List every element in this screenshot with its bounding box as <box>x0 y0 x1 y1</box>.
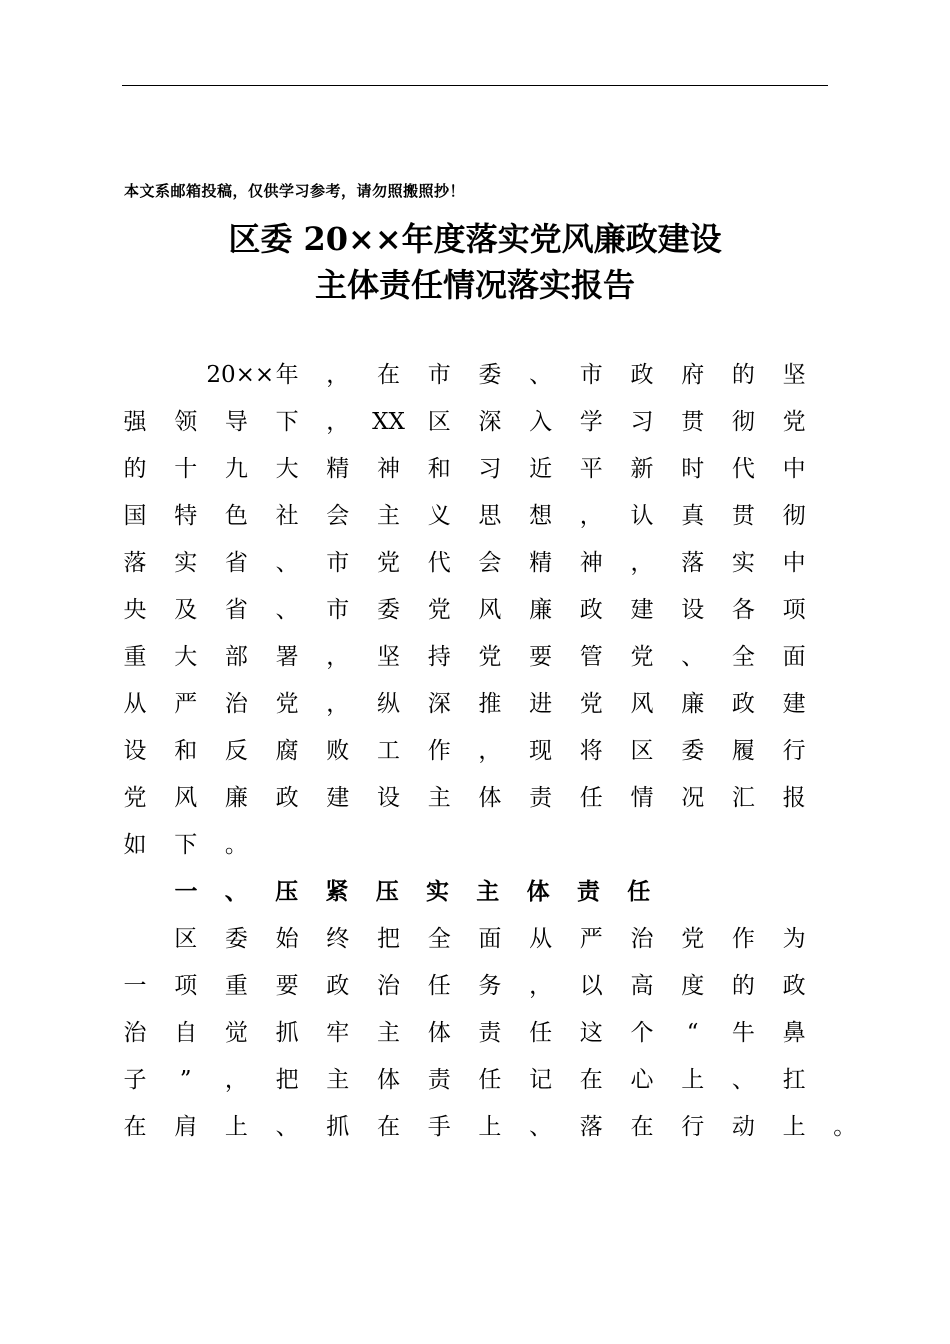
text-char: 主 <box>326 1067 350 1093</box>
text-char: 风 <box>630 691 654 717</box>
text-char: 、 <box>529 1114 553 1140</box>
text-char: 政 <box>630 362 654 388</box>
text-char: ， <box>326 644 350 670</box>
paragraph-1-line <box>0 736 950 776</box>
text-char: 治 <box>630 926 654 952</box>
text-char: 主 <box>427 785 451 811</box>
text-char: 手 <box>427 1114 451 1140</box>
text-char: ， <box>224 1067 248 1093</box>
text-char: 工 <box>377 738 400 764</box>
text-char: 进 <box>529 691 553 717</box>
text-char: 实 <box>174 550 198 576</box>
text-char: 设 <box>123 738 147 764</box>
text-char: 政 <box>731 691 755 717</box>
text-char: 精 <box>529 550 553 576</box>
text-char: 要 <box>275 973 299 999</box>
paragraph-1-line <box>0 783 950 823</box>
text-char: 责 <box>529 785 553 811</box>
text-char: 况 <box>681 785 705 811</box>
text-char: 务 <box>478 973 502 999</box>
text-char: 、 <box>731 1067 755 1093</box>
text-char: 上 <box>224 1114 248 1140</box>
text-char: 个 <box>630 1020 654 1046</box>
text-char: 会 <box>326 503 350 529</box>
text-char: 九 <box>224 456 248 482</box>
heading-char: 一 <box>174 879 198 905</box>
text-char: 时 <box>681 456 705 482</box>
section-1-heading <box>0 877 950 917</box>
text-char: 中 <box>782 550 806 576</box>
text-char: 持 <box>427 644 451 670</box>
heading-char: 紧 <box>325 879 349 905</box>
text-char: 任 <box>579 785 603 811</box>
text-char: 履 <box>731 738 755 764</box>
text-char: 抓 <box>275 1020 299 1046</box>
text-char: 面 <box>478 926 502 952</box>
text-char: 从 <box>529 926 553 952</box>
page-title-line-1: 区委 20××年度落实党风廉政建设 <box>228 220 722 258</box>
text-char: 以 <box>579 973 603 999</box>
text-char: 真 <box>681 503 705 529</box>
paragraph-2-line <box>0 1112 950 1152</box>
heading-char: 压 <box>375 879 399 905</box>
text-char: 党 <box>377 550 400 576</box>
heading-char: 任 <box>627 879 651 905</box>
text-char: 社 <box>275 503 299 529</box>
text-char: 任 <box>529 1020 553 1046</box>
paragraph-2-line <box>0 1018 950 1058</box>
text-char: XX <box>372 409 405 435</box>
text-char: 要 <box>529 644 553 670</box>
text-char: ， <box>326 409 350 435</box>
heading-char: 、 <box>224 879 248 905</box>
page-title-line-2: 主体责任情况落实报告 <box>314 266 635 304</box>
heading-char: 压 <box>275 879 299 905</box>
text-char: 在 <box>377 1114 400 1140</box>
paragraph-1-line <box>0 642 950 682</box>
text-char: 入 <box>529 409 553 435</box>
text-char: 败 <box>326 738 350 764</box>
text-char: 重 <box>224 973 248 999</box>
text-char: 一 <box>123 973 147 999</box>
text-char: 市 <box>326 597 350 623</box>
text-char: 体 <box>377 1067 400 1093</box>
text-char: 全 <box>731 644 755 670</box>
text-char: 任 <box>478 1067 502 1093</box>
text-char: 设 <box>681 597 705 623</box>
text-char: 的 <box>731 362 755 388</box>
text-char: 坚 <box>782 362 806 388</box>
text-char: 落 <box>681 550 705 576</box>
text-char: 动 <box>731 1114 755 1140</box>
text-char: 项 <box>782 597 806 623</box>
text-char: 及 <box>174 597 198 623</box>
text-char: 上 <box>782 1114 806 1140</box>
text-char: 、 <box>275 1114 299 1140</box>
text-char: 肩 <box>174 1114 198 1140</box>
text-char: 委 <box>478 362 502 388</box>
text-char: 央 <box>123 597 147 623</box>
heading-char: 实 <box>426 879 449 905</box>
text-char: 大 <box>174 644 198 670</box>
text-char: 行 <box>782 738 806 764</box>
text-char: 学 <box>579 409 603 435</box>
text-char: 牢 <box>326 1020 350 1046</box>
text-char: 党 <box>275 691 299 717</box>
text-char: 廉 <box>681 691 705 717</box>
text-char: 区 <box>630 738 654 764</box>
text-char: 党 <box>123 785 147 811</box>
text-char: ， <box>529 973 553 999</box>
text-char: 现 <box>529 738 553 764</box>
text-char: 落 <box>579 1114 603 1140</box>
text-char: 大 <box>275 456 299 482</box>
paragraph-1-line <box>0 501 950 541</box>
text-char: 推 <box>478 691 502 717</box>
text-char: 色 <box>224 503 248 529</box>
text-char: 把 <box>275 1067 299 1093</box>
text-char: 贯 <box>681 409 705 435</box>
text-char: 度 <box>681 973 705 999</box>
heading-char: 体 <box>526 879 550 905</box>
text-char: 体 <box>427 1020 451 1046</box>
text-char: 区 <box>427 409 451 435</box>
text-char: 党 <box>630 644 654 670</box>
text-char: 国 <box>123 503 147 529</box>
text-char: 深 <box>478 409 502 435</box>
heading-char: 主 <box>476 879 500 905</box>
text-char: 习 <box>630 409 654 435</box>
text-char: 市 <box>579 362 603 388</box>
heading-char: 责 <box>576 879 600 905</box>
text-char: 导 <box>224 409 248 435</box>
text-char: 牛 <box>731 1020 755 1046</box>
text-char: 管 <box>579 644 603 670</box>
paragraph-1-line <box>0 548 950 588</box>
text-char: ， <box>326 691 350 717</box>
text-char: 作 <box>731 926 755 952</box>
text-char: 彻 <box>782 503 806 529</box>
text-char: ， <box>478 738 502 764</box>
text-char: 政 <box>579 597 603 623</box>
text-char: 把 <box>377 926 400 952</box>
text-char: 政 <box>782 973 806 999</box>
text-char: 在 <box>123 1114 147 1140</box>
text-char: 治 <box>224 691 248 717</box>
text-char: 习 <box>478 456 502 482</box>
text-char: 廉 <box>529 597 553 623</box>
text-char: 义 <box>427 503 451 529</box>
text-char: 。 <box>833 1114 857 1140</box>
text-char: 党 <box>478 644 502 670</box>
text-char: 政 <box>326 973 350 999</box>
text-char: 体 <box>478 785 502 811</box>
text-char: 子 <box>123 1067 147 1093</box>
text-char: 风 <box>478 597 502 623</box>
text-char: 重 <box>123 644 147 670</box>
paragraph-1-line <box>0 595 950 635</box>
header-rule <box>122 85 828 86</box>
text-char: ， <box>326 362 350 388</box>
text-char: 各 <box>731 597 755 623</box>
text-char: 政 <box>275 785 299 811</box>
text-char: 抓 <box>326 1114 350 1140</box>
text-char: 治 <box>123 1020 147 1046</box>
text-char: 建 <box>630 597 654 623</box>
text-char: ， <box>579 503 603 529</box>
text-char: 反 <box>224 738 248 764</box>
text-char: 署 <box>275 644 299 670</box>
text-char: 责 <box>427 1067 451 1093</box>
text-char: 市 <box>326 550 350 576</box>
text-char: 会 <box>478 550 502 576</box>
text-char: 代 <box>731 456 755 482</box>
text-char: 作 <box>427 738 451 764</box>
text-char: 从 <box>123 691 147 717</box>
text-char: 建 <box>782 691 806 717</box>
text-char: 报 <box>782 785 806 811</box>
text-char: 记 <box>529 1067 553 1093</box>
text-char: 情 <box>630 785 654 811</box>
paragraph-2-line <box>0 971 950 1011</box>
text-char: 严 <box>579 926 603 952</box>
text-char: 委 <box>681 738 705 764</box>
text-char: 和 <box>174 738 198 764</box>
submission-notice: 本文系邮箱投稿，仅供学习参考，请勿照搬照抄！ <box>124 182 466 200</box>
text-char: 强 <box>123 409 147 435</box>
paragraph-1-line <box>0 407 950 447</box>
text-char: 项 <box>174 973 198 999</box>
text-char: 想 <box>529 503 553 529</box>
text-char: 党 <box>681 926 705 952</box>
text-char: 的 <box>123 456 147 482</box>
text-char: 、 <box>275 597 299 623</box>
text-char: 严 <box>174 691 198 717</box>
text-char: 自 <box>174 1020 198 1046</box>
text-char: 近 <box>529 456 553 482</box>
text-char: 终 <box>326 926 350 952</box>
text-char: 党 <box>782 409 806 435</box>
text-char: 。 <box>224 832 248 858</box>
text-char: 新 <box>630 456 654 482</box>
paragraph-1-line <box>0 454 950 494</box>
text-char: 代 <box>427 550 451 576</box>
text-char: 20×× <box>206 362 275 388</box>
text-char: 坚 <box>377 644 400 670</box>
text-char: 在 <box>630 1114 654 1140</box>
text-char: 为 <box>782 926 806 952</box>
text-char: 在 <box>377 362 400 388</box>
text-char: ” <box>179 1067 192 1093</box>
text-char: 、 <box>529 362 553 388</box>
text-char: 彻 <box>731 409 755 435</box>
text-char: 认 <box>630 503 654 529</box>
text-char: 府 <box>681 362 705 388</box>
text-char: 下 <box>174 832 198 858</box>
text-char: 的 <box>731 973 755 999</box>
text-char: 行 <box>681 1114 705 1140</box>
text-char: 市 <box>427 362 451 388</box>
text-char: 神 <box>579 550 603 576</box>
text-char: 平 <box>579 456 603 482</box>
text-char: 党 <box>579 691 603 717</box>
text-char: 落 <box>123 550 147 576</box>
text-char: 鼻 <box>782 1020 806 1046</box>
paragraph-1-line <box>0 689 950 729</box>
text-char: 贯 <box>731 503 755 529</box>
text-char: 、 <box>681 644 705 670</box>
text-char: 领 <box>174 409 198 435</box>
text-char: 腐 <box>275 738 299 764</box>
text-char: 将 <box>579 738 603 764</box>
text-char: 中 <box>782 456 806 482</box>
text-char: 扛 <box>782 1067 806 1093</box>
text-char: 省 <box>224 597 248 623</box>
text-char: 部 <box>224 644 248 670</box>
text-char: 年 <box>275 362 299 388</box>
text-char: 十 <box>174 456 198 482</box>
text-char: 心 <box>630 1067 654 1093</box>
text-char: ， <box>630 550 654 576</box>
text-char: 思 <box>478 503 502 529</box>
text-char: 纵 <box>377 691 400 717</box>
text-char: 党 <box>427 597 451 623</box>
text-char: 在 <box>579 1067 603 1093</box>
text-char: 主 <box>377 503 400 529</box>
text-char: 设 <box>377 785 400 811</box>
text-char: 全 <box>427 926 451 952</box>
text-char: 始 <box>275 926 299 952</box>
text-char: 任 <box>427 973 451 999</box>
text-char: 责 <box>478 1020 502 1046</box>
text-char: 、 <box>275 550 299 576</box>
text-char: 如 <box>123 832 147 858</box>
text-char: 实 <box>731 550 755 576</box>
text-char: 上 <box>478 1114 502 1140</box>
text-char: 区 <box>174 926 198 952</box>
text-char: 治 <box>377 973 400 999</box>
paragraph-1-line <box>0 830 950 870</box>
text-char: 委 <box>224 926 248 952</box>
paragraph-1-line <box>0 360 950 400</box>
text-char: 精 <box>326 456 350 482</box>
text-char: 深 <box>427 691 451 717</box>
text-char: “ <box>686 1020 699 1046</box>
text-char: 和 <box>427 456 451 482</box>
text-char: 上 <box>681 1067 705 1093</box>
text-char: 下 <box>275 409 299 435</box>
text-char: 汇 <box>731 785 755 811</box>
paragraph-2-line <box>0 1065 950 1105</box>
text-char: 高 <box>630 973 654 999</box>
text-char: 委 <box>377 597 400 623</box>
text-char: 这 <box>579 1020 603 1046</box>
text-char: 主 <box>377 1020 400 1046</box>
text-char: 风 <box>174 785 198 811</box>
text-char: 建 <box>326 785 350 811</box>
text-char: 廉 <box>224 785 248 811</box>
paragraph-2-line <box>0 924 950 964</box>
text-char: 面 <box>782 644 806 670</box>
text-char: 神 <box>377 456 400 482</box>
text-char: 觉 <box>224 1020 248 1046</box>
text-char: 省 <box>224 550 248 576</box>
text-char: 特 <box>174 503 198 529</box>
